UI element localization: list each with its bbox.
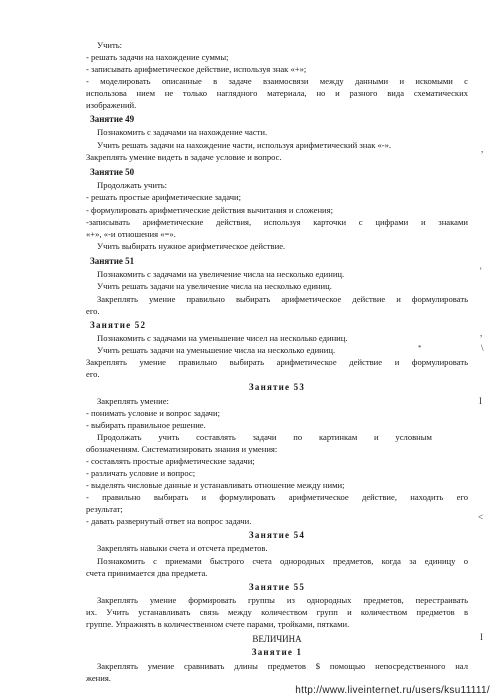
text-line: Учить решать задачи на увеличение числа на несколько единиц. — [97, 281, 332, 291]
list-item: - моделировать описанные в задаче взаимосвязи между данными и искомыми с — [86, 76, 468, 86]
text-line: результат; — [86, 504, 123, 514]
text-line: Закреплять навыки счета и отсчета предметов. — [97, 543, 268, 553]
text-line: Продолжать учить: — [97, 180, 168, 190]
text-line: счета принимается два предмета. — [86, 568, 208, 578]
text-line: Закреплять умение правильно выбирать арифметическое действие и формулировать — [86, 357, 468, 367]
margin-mark: * — [418, 344, 422, 352]
text-line: Продолжать учить составлять задачи по картинкам и условным — [97, 432, 432, 442]
section-heading: ВЕЛИЧИНА — [252, 634, 302, 644]
text-line: группе. Упражнять в количественном счете парами, тройками, пятками. — [86, 619, 350, 629]
text-line: Учить решать задачи на нахождение части, используя арифметический знак «-». — [97, 140, 392, 150]
lesson-heading: Занятие 54 — [248, 530, 306, 540]
text-line: «+», «-и отношения «=». — [86, 229, 176, 239]
list-item: - понимать условие и вопрос задачи; — [86, 408, 220, 418]
text-line: Учить выбирать нужное арифметическое действие. — [97, 241, 286, 251]
margin-mark: , — [480, 328, 483, 338]
text-line: Закреплять умение сравнивать длины предметов $ помощью непосредственного нал — [97, 661, 468, 671]
text-line: Познакомить с приемами быстрого счета однородных предметов, когда за единицу о — [97, 556, 468, 566]
text-line: Закреплять умение видеть в задаче условие и вопрос. — [86, 152, 282, 162]
lesson-heading: Занятие 1 — [251, 647, 303, 657]
margin-mark: , — [481, 144, 484, 154]
text-line: Познакомить с задачами на нахождение части. — [97, 127, 268, 137]
text-line: Учить: — [97, 40, 123, 50]
list-item: - давать развернутый ответ на вопрос задачи. — [86, 516, 252, 526]
list-item: - различать условие и вопрос; — [86, 468, 196, 478]
text-line: Познакомить с задачами на увеличение числа на несколько единиц. — [97, 269, 345, 279]
margin-mark: < — [478, 512, 484, 522]
list-item: - решать простые арифметические задачи; — [86, 192, 242, 202]
list-item: - выбирать правильное решение. — [86, 420, 206, 430]
text-line: Закреплять умение: — [97, 396, 169, 406]
margin-mark: I — [480, 632, 483, 642]
lesson-heading: Занятие 52 — [90, 320, 147, 330]
margin-mark: ' — [480, 266, 482, 276]
text-line: Познакомить с задачами на уменьшение чисел на несколько единиц. — [97, 333, 348, 343]
lesson-heading: Занятие 55 — [248, 582, 306, 592]
source-watermark: http://www.liveinternet.ru/users/ksu11111/ — [295, 685, 490, 696]
margin-mark: I — [479, 396, 482, 406]
text-line: Закреплять умение формировать группы из однородных предметов, перестраивать — [97, 595, 468, 605]
text-line: жения. — [86, 673, 111, 683]
text-line: обозначениям. Систематизировать знания и умения: — [86, 444, 278, 454]
lesson-heading: Занятие 51 — [90, 256, 135, 266]
list-item: - правильно выбирать и формулировать арифметическое действие, находить его — [86, 492, 468, 502]
lesson-heading: Занятие 49 — [90, 114, 135, 124]
text-line: его. — [86, 369, 100, 379]
text-line: Учить решать задачи на уменьшение числа на несколько единиц. — [97, 345, 336, 355]
text-line: Закреплять умение правильно выбирать арифметическое действие и формулировать — [97, 294, 468, 304]
list-item: - формулировать арифметические действия вычитания и сложения; — [86, 205, 333, 215]
text-line: их. Учить устанавливать связь между количеством групп и количеством предметов в — [86, 607, 468, 617]
text-line: использова нием не только наглядного материала, но и разного вида схематических — [86, 88, 468, 98]
lesson-heading: Занятие 50 — [90, 167, 135, 177]
list-item: - записывать арифметическое действие, используя знак «+»; — [86, 64, 307, 74]
list-item: - составлять простые арифметические задачи; — [86, 456, 255, 466]
margin-mark: \ — [481, 343, 484, 353]
list-item: -записывать арифметические действия, используя карточки с цифрами и знаками — [86, 217, 468, 227]
text-line: его. — [86, 306, 100, 316]
list-item: - решать задачи на нахождение суммы; — [86, 52, 229, 62]
text-line: изображений. — [86, 100, 137, 110]
list-item: - выделять числовые данные и устанавливать отношение между ними; — [86, 480, 345, 490]
lesson-heading: Занятие 53 — [248, 382, 306, 392]
